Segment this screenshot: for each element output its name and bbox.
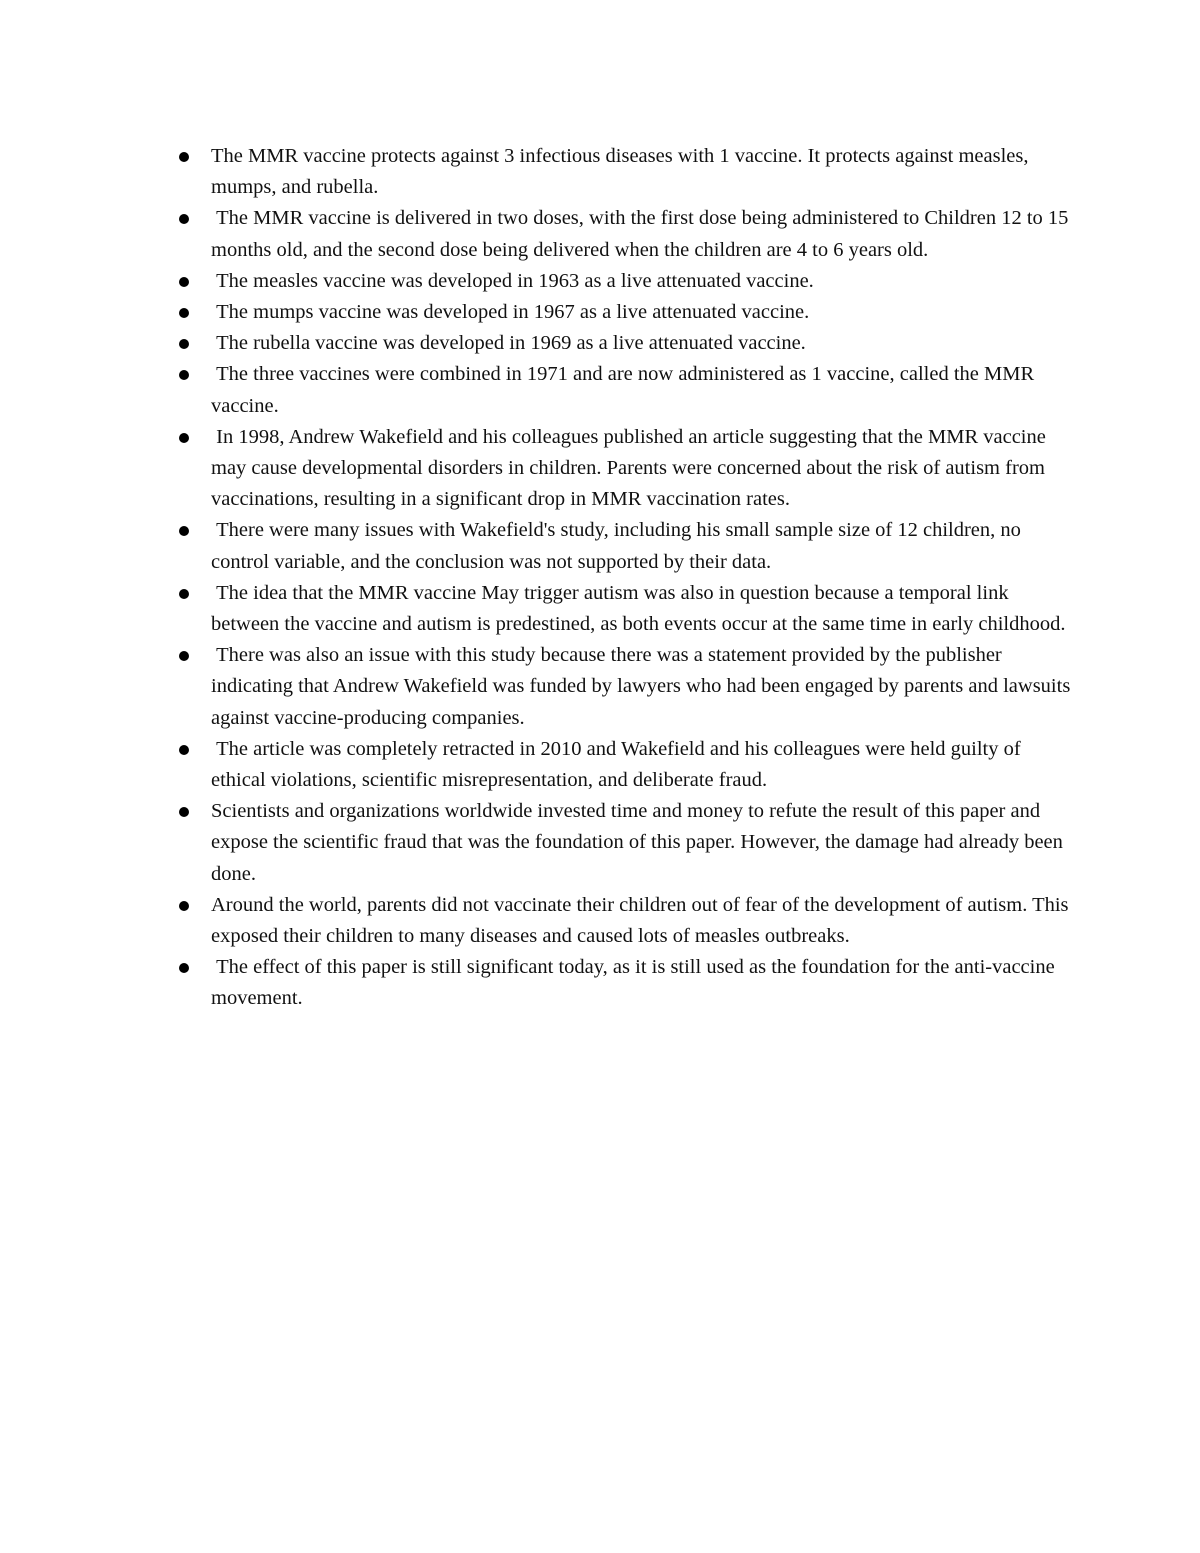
list-item: [172, 796, 1072, 890]
bullet-icon: [179, 308, 189, 318]
list-item: [172, 297, 1072, 328]
bullet-icon: [179, 339, 189, 349]
bullet-icon: [179, 214, 189, 224]
list-item: [172, 515, 1072, 577]
bullet-text: Around the world, parents did not vaccinate their children out of fear of the development of autism. This exposed their children to many diseases and caused lots of measles outbreaks.: [211, 893, 1074, 948]
bullet-text: The three vaccines were combined in 1971 and are now administered as 1 vaccine, called the MMR vaccine.: [211, 363, 1040, 417]
bullet-text: The mumps vaccine was developed in 1967 as a live attenuated vaccine.: [211, 301, 810, 324]
bullet-text: The rubella vaccine was developed in 1969 as a live attenuated vaccine.: [211, 332, 806, 355]
bullet-text: There was also an issue with this study because there was a statement provided by the publisher indicating that Andrew Wakefield was funded by lawyers who had been engaged by parents and lawsuits against vaccine-producing companies.: [211, 644, 1076, 729]
bullet-text: Scientists and organizations worldwide invested time and money to refute the result of this paper and expose the scientific fraud that was the foundation of this paper. However, the damage had already been done.: [211, 800, 1069, 885]
bullet-icon: [179, 807, 189, 817]
bullet-list: [172, 141, 1076, 1015]
bullet-icon: [179, 745, 189, 755]
bullet-text: The measles vaccine was developed in 1963 as a live attenuated vaccine.: [211, 269, 814, 292]
list-item: [172, 640, 1076, 734]
bullet-icon: [179, 589, 189, 599]
list-item: [172, 359, 1072, 421]
list-item: [172, 141, 1072, 203]
bullet-icon: [179, 370, 189, 380]
bullet-text: The idea that the MMR vaccine May trigger autism was also in question because a temporal link between the vaccine and autism is predestined, as both events occur at the same time in early childhood.: [211, 581, 1066, 636]
list-item: [172, 203, 1072, 265]
list-item: [172, 422, 1072, 516]
bullet-icon: [179, 963, 189, 973]
list-item: [172, 328, 1072, 359]
list-item: [172, 578, 1072, 640]
bullet-icon: [179, 526, 189, 536]
bullet-text: The MMR vaccine protects against 3 infectious diseases with 1 vaccine. It protects against measles, mumps, and rubella.: [211, 145, 1034, 199]
bullet-text: In 1998, Andrew Wakefield and his colleagues published an article suggesting that the MMR vaccine may cause developmental disorders in children. Parents were concerned about the risk of autism from vaccinations, resulting in a significant drop in MMR vaccination rates.: [211, 425, 1051, 511]
bullet-icon: [179, 152, 189, 162]
bullet-text: The MMR vaccine is delivered in two doses, with the first dose being administered to Children 12 to 15 months old, and the second dose being delivered when the children are 4 to 6 years old.: [211, 207, 1074, 261]
bullet-icon: [179, 433, 189, 443]
bullet-text: The article was completely retracted in 2010 and Wakefield and his colleagues were held guilty of ethical violations, scientific misrepresentation, and deliberate fraud.: [211, 737, 1026, 792]
list-item: [172, 734, 1072, 796]
bullet-text: The effect of this paper is still significant today, as it is still used as the foundation for the anti-vaccine movement.: [211, 956, 1060, 1010]
list-item: [172, 890, 1072, 952]
bullet-icon: [179, 277, 189, 287]
bullet-icon: [179, 651, 189, 661]
bullet-icon: [179, 901, 189, 911]
list-item: [172, 266, 1072, 297]
bullet-text: There were many issues with Wakefield's study, including his small sample size of 12 children, no control variable, and the conclusion was not supported by their data.: [211, 519, 1027, 573]
list-item: [172, 952, 1072, 1014]
